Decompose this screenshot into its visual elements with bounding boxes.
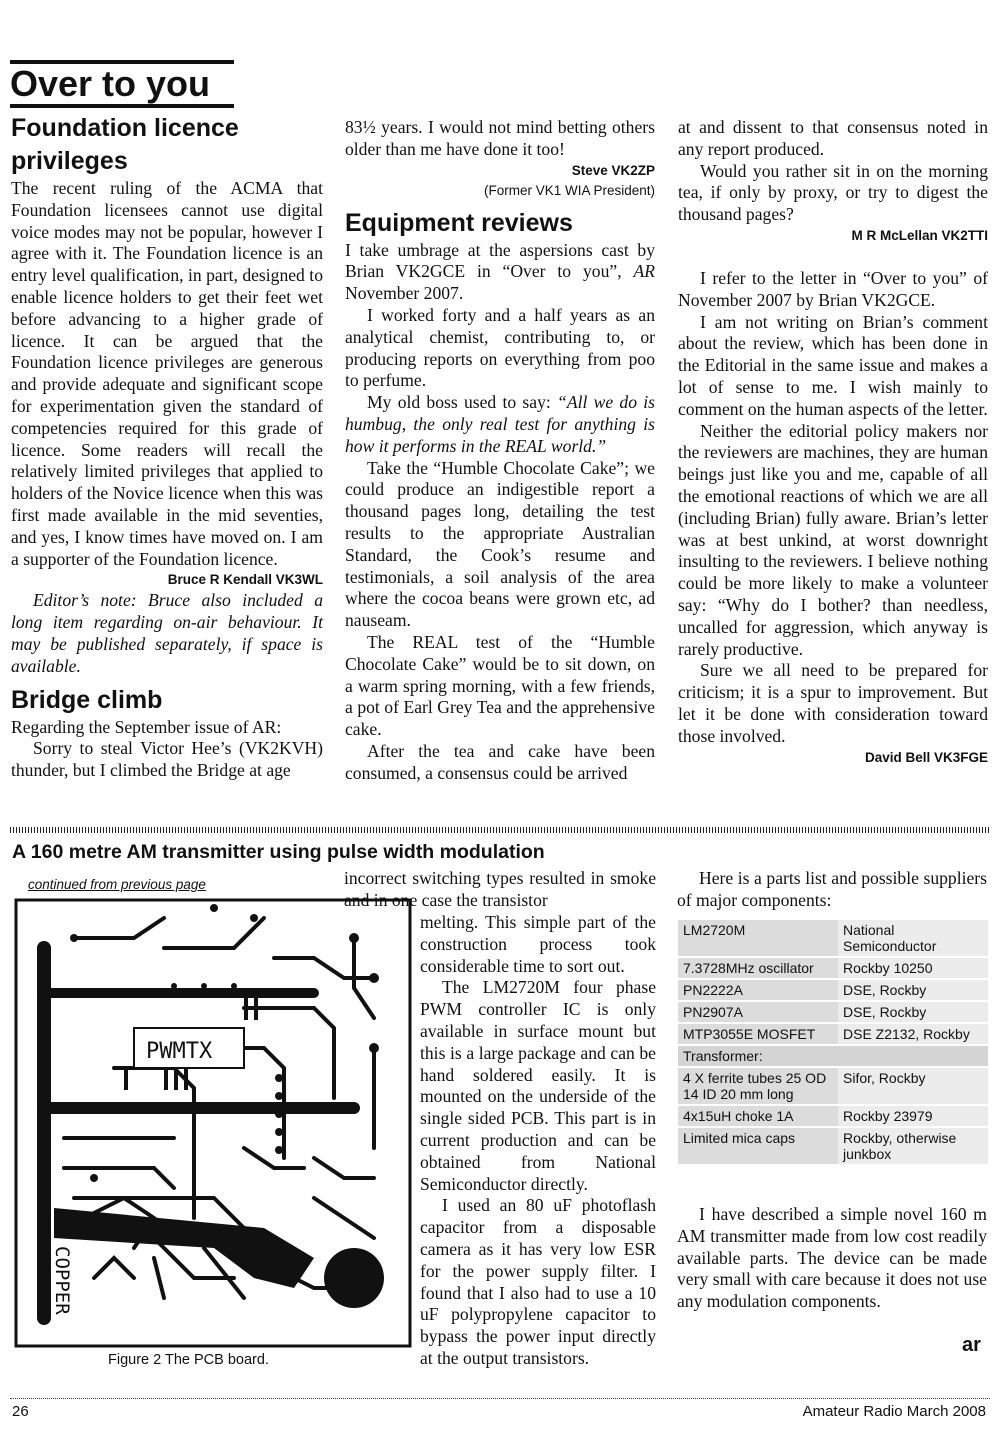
equipment-paragraph-1: I take umbrage at the aspersions cast by Brian VK2GCE in “Over to you”, AR November 2007. [345, 239, 655, 304]
part-name-cell: PN2222A [678, 979, 838, 1001]
parts-table [678, 920, 988, 1166]
pcb-copper-label: COPPER [51, 1246, 73, 1315]
parts-row [678, 1127, 988, 1165]
david-paragraph-4: Sure we all need to be prepared for criticism; it is a spur to improvement. But let it be done with consideration toward those involved. [678, 660, 988, 746]
footer-rule [10, 1398, 990, 1399]
pcb-label: PWMTX [146, 1039, 213, 1064]
article-column-middle [344, 868, 656, 912]
bridge-paragraph-continued: 83½ years. I would not mind betting others older than me have done it too! [345, 117, 655, 159]
parts-row [678, 979, 988, 1001]
equipment-paragraph-2: I worked forty and a half years as an analytical chemist, contributing to, or producing reports on everything from poo to perfume. [345, 304, 655, 391]
article-paragraph-2: I used an 80 uF photoflash capacitor from a disposable camera as it has very low ESR for the power supply filter. I found that I also had to use a 10 uF polypropylene capacitor to bypass the power input directly at the output transistors. [420, 1195, 656, 1368]
article-paragraph-0a: incorrect switching types resulted in smoke and in one case the transistor [344, 868, 656, 910]
heading-foundation-licence: Foundation licence privileges [11, 114, 239, 175]
page-number: 26 [12, 1403, 29, 1420]
parts-table-wrap [678, 920, 988, 1166]
david-paragraph-3: Neither the editorial policy makers nor the reviewers are machines, they are human beings just like you and me, capable of all the emotional reactions of which we are all (including Brian) fully aware. Brian’s letter was at best unkind, at worst downright insulting to the reviewers. I believe nothing could be more likely to make a volunteer say: “Why do I bother? than needless, uncalled for aggression, which anyway is rarely productive. [678, 420, 988, 659]
signature-david-bell: David Bell VK3FGE [864, 749, 988, 765]
supplier-cell: DSE, Rockby [838, 979, 988, 1001]
parts-intro: Here is a parts list and possible suppliers of major components: [677, 868, 987, 910]
signature-steve: Steve VK2ZP [571, 162, 655, 178]
bridge-paragraph-2: Sorry to steal Victor Hee’s (VK2KVH) thunder, but I climbed the Bridge at age [11, 738, 323, 781]
equipment-paragraph-3: My old boss used to say: “All we do is humbug, the only real test for anything is how it performs in the REAL world.” [345, 392, 655, 456]
supplier-cell: Rockby 10250 [838, 957, 988, 979]
end-mark: ar [962, 1334, 981, 1356]
section-divider [10, 827, 990, 833]
column-3 [678, 117, 988, 768]
parts-row [678, 1001, 988, 1023]
article-paragraph-1: The LM2720M four phase PWM controller IC is only available in surface mount but this is a large package and can be hand soldered easily. It is mounted on the underside of the single sided PCB. This part is in current production and can be obtained from National Semiconductor directly. [420, 977, 656, 1194]
signature-mr-mclellan: M R McLellan VK2TTI [851, 227, 988, 243]
bridge-paragraph-1: Regarding the September issue of AR: [11, 716, 282, 737]
part-name-cell: Limited mica caps [678, 1127, 838, 1165]
equipment-paragraph-8: Would you rather sit in on the morning tea, if only by proxy, or try to digest the thousand pages? [678, 160, 988, 225]
signature-steve-subtitle: (Former VK1 WIA President) [483, 182, 655, 198]
pcb-figure [14, 898, 412, 1348]
page-title: Over to you [10, 63, 211, 104]
supplier-cell: Rockby, otherwise junkbox [838, 1127, 988, 1165]
equipment-paragraph-4: Take the “Humble Chocolate Cake”; we could produce an indigestible report a thousand pages long, detailing the test results to the appropriate Australian Standard, the Cook’s resume and testimonials, a soil analysis of the area where the cocoa beans were grown etc, ad nauseam. [345, 457, 655, 631]
article-conclusion [677, 1204, 987, 1313]
parts-row [678, 1105, 988, 1127]
figure-caption: Figure 2 The PCB board. [108, 1352, 269, 1368]
equipment-paragraph-6: After the tea and cake have been consumed, a consensus could be arrived [345, 740, 655, 783]
conclusion-paragraph: I have described a simple novel 160 m AM transmitter made from low cost readily available parts. The device can be made very small with care because it does not use any modulation components. [677, 1204, 987, 1312]
equipment-paragraph-7: at and dissent to that consensus noted in any report produced. [678, 117, 988, 159]
supplier-cell: Sifor, Rockby [838, 1067, 988, 1105]
article-column-right [677, 868, 987, 912]
supplier-cell: National Semiconductor [838, 920, 988, 957]
parts-row [678, 1023, 988, 1045]
supplier-cell: Rockby 23979 [838, 1105, 988, 1127]
heading-equipment-reviews: Equipment reviews [345, 208, 573, 237]
column-2 [345, 117, 655, 785]
supplier-cell [838, 1045, 988, 1067]
article-title: A 160 metre AM transmitter using pulse width modulation [12, 841, 545, 863]
part-name-cell: PN2907A [678, 1001, 838, 1023]
signature-bruce-kendall: Bruce R Kendall VK3WL [167, 572, 323, 588]
equipment-paragraph-5: The REAL test of the “Humble Chocolate Cake” would be to sit down, on a warm spring morning, with a few friends, a pot of Earl Grey Tea and the apprehensive cake. [345, 631, 655, 740]
supplier-cell: DSE Z2132, Rockby [838, 1023, 988, 1045]
part-name-cell: LM2720M [678, 920, 838, 957]
parts-row [678, 957, 988, 979]
part-name-cell: 7.3728MHz oscillator [678, 957, 838, 979]
part-name-cell: 4x15uH choke 1A [678, 1105, 838, 1127]
article-column-middle-narrow [420, 912, 656, 1370]
pcb-board-image [14, 898, 412, 1348]
continued-note: continued from previous page [28, 877, 206, 892]
parts-row [678, 1045, 988, 1067]
heading-bridge-climb: Bridge climb [11, 685, 163, 714]
article-paragraph-0b: melting. This simple part of the construction process took considerable time to sort out. [420, 912, 656, 976]
part-name-cell: MTP3055E MOSFET [678, 1023, 838, 1045]
foundation-paragraph: The recent ruling of the ACMA that Foundation licensees cannot use digital voice modes may not be popular, however I agree with it. The Foundation licence is an entry level qualification, in part, designed to enable licence holders to get their feet wet before advancing to a higher grade of licence. It can be argued that the Foundation licence privileges are generous and provide adequate and significant scope for experimentation given the standard of competencies required for this grade of licence. Some readers will recall the relatively limited privileges that applied to holders of the Novice licence when this was first made available in the mid seventies, and yes, I know times have moved on. I am a supporter of the Foundation licence. [11, 178, 323, 569]
part-name-cell: 4 X ferrite tubes 25 OD 14 ID 20 mm long [678, 1067, 838, 1105]
column-1 [11, 112, 323, 782]
part-name-cell: Transformer: [678, 1045, 838, 1067]
editor-note: Editor’s note: Bruce also included a long item regarding on-air behaviour. It may be published separately, if space is available. [11, 590, 323, 676]
supplier-cell: DSE, Rockby [838, 1001, 988, 1023]
parts-row [678, 920, 988, 957]
david-paragraph-1: I refer to the letter in “Over to you” of November 2007 by Brian VK2GCE. [678, 267, 988, 310]
parts-row [678, 1067, 988, 1105]
publication-name: Amateur Radio March 2008 [802, 1403, 986, 1420]
david-paragraph-2: I am not writing on Brian’s comment about the review, which has been done in the Editorial in the same issue and makes a lot of sense to me. I wish mainly to comment on the human aspects of the letter. [678, 311, 988, 419]
